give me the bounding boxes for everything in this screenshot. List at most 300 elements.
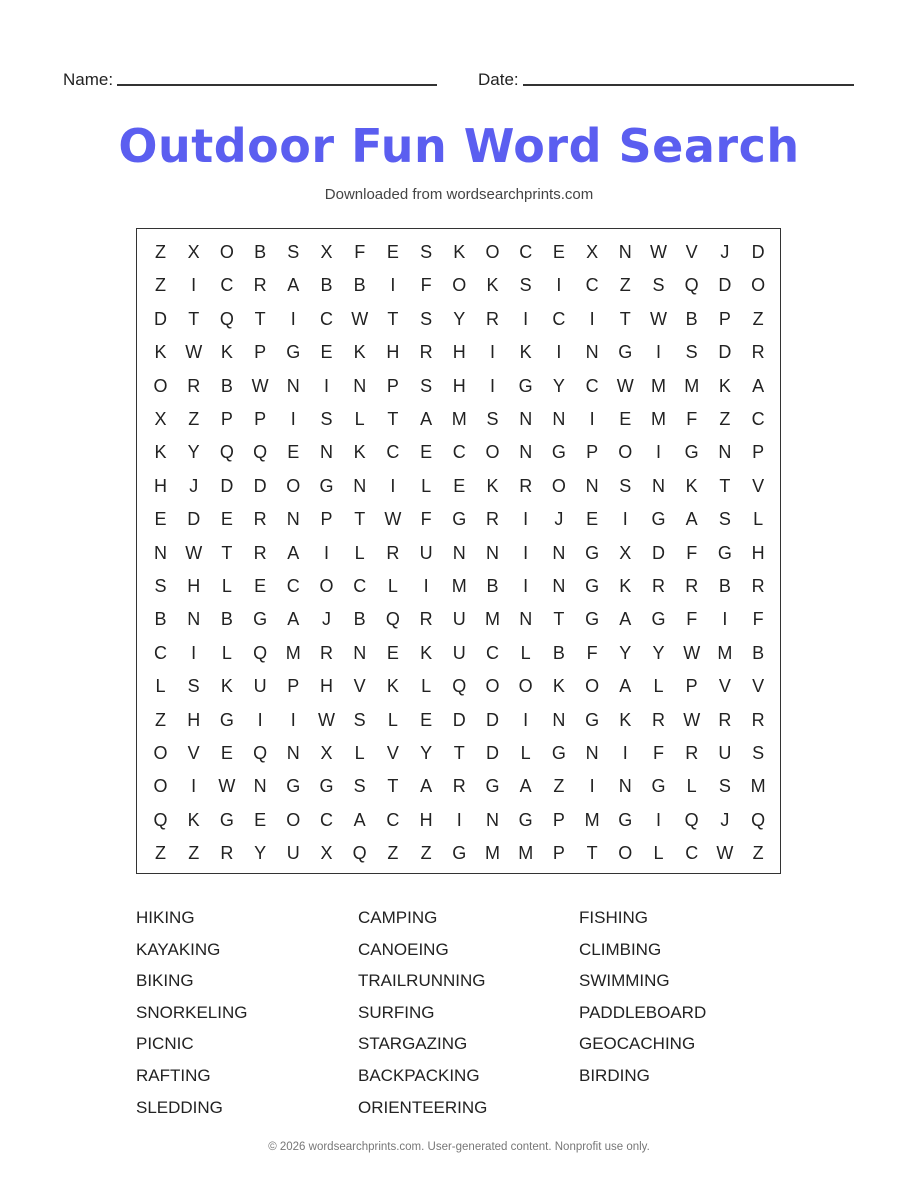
grid-letter[interactable]: K (154, 342, 167, 363)
grid-letter[interactable]: R (320, 642, 333, 663)
grid-letter[interactable]: I (523, 308, 529, 329)
grid-letter[interactable]: P (685, 676, 698, 697)
grid-letter[interactable]: T (387, 776, 399, 797)
grid-letter[interactable]: L (520, 642, 531, 663)
grid-letter[interactable]: S (619, 475, 632, 496)
grid-letter[interactable]: T (188, 308, 200, 329)
grid-letter[interactable]: E (420, 442, 433, 463)
grid-letter[interactable]: S (519, 275, 532, 296)
grid-letter[interactable]: Q (219, 308, 234, 329)
grid-letter[interactable]: F (354, 242, 366, 262)
grid-letter[interactable]: C (320, 308, 333, 329)
grid-letter[interactable]: R (685, 743, 699, 763)
grid-letter[interactable]: I (489, 342, 495, 363)
grid-letter[interactable]: I (191, 776, 197, 797)
grid-letter[interactable]: E (254, 576, 267, 596)
grid-letter[interactable]: H (452, 375, 466, 396)
grid-letter[interactable]: P (220, 409, 233, 429)
grid-letter[interactable]: C (486, 642, 499, 663)
grid-letter[interactable]: V (685, 242, 698, 262)
grid-letter[interactable]: U (253, 676, 267, 697)
grid-letter[interactable]: Y (187, 442, 200, 463)
grid-letter[interactable]: L (354, 542, 365, 563)
grid-letter[interactable]: H (154, 475, 167, 496)
grid-letter[interactable]: I (390, 275, 396, 296)
grid-letter[interactable]: U (452, 642, 466, 663)
grid-letter[interactable]: J (720, 809, 730, 830)
grid-letter[interactable]: N (486, 542, 499, 563)
grid-letter[interactable]: J (554, 509, 564, 530)
grid-letter[interactable]: R (253, 509, 267, 530)
grid-letter[interactable]: D (718, 342, 732, 363)
grid-letter[interactable]: Z (155, 709, 166, 730)
grid-letter[interactable]: I (523, 509, 529, 530)
grid-letter[interactable]: B (220, 609, 233, 630)
grid-letter[interactable]: K (154, 442, 167, 463)
grid-letter[interactable]: O (219, 242, 234, 262)
grid-letter[interactable]: Q (253, 743, 268, 763)
grid-letter[interactable]: O (153, 776, 168, 797)
grid-letter[interactable]: U (419, 542, 433, 563)
grid-letter[interactable]: R (253, 275, 267, 296)
grid-letter[interactable]: I (523, 709, 529, 730)
grid-letter[interactable]: W (616, 375, 634, 396)
grid-letter[interactable]: I (523, 542, 529, 563)
grid-letter[interactable]: L (421, 475, 432, 496)
grid-letter[interactable]: L (520, 743, 531, 763)
grid-letter[interactable]: P (586, 442, 599, 463)
grid-letter[interactable]: D (486, 709, 499, 730)
grid-letter[interactable]: K (619, 576, 632, 596)
grid-letter[interactable]: M (518, 843, 534, 864)
grid-letter[interactable]: S (420, 375, 433, 396)
grid-letter[interactable]: P (320, 509, 333, 530)
grid-letter[interactable]: S (353, 709, 366, 730)
grid-letter[interactable]: C (154, 642, 167, 663)
grid-letter[interactable]: T (354, 509, 366, 530)
grid-letter[interactable]: L (221, 576, 232, 596)
grid-letter[interactable]: O (319, 576, 334, 596)
grid-letter[interactable]: P (552, 843, 565, 864)
grid-letter[interactable]: P (752, 442, 765, 463)
grid-letter[interactable]: C (751, 409, 765, 429)
grid-letter[interactable]: W (251, 375, 269, 396)
grid-letter[interactable]: R (220, 843, 234, 864)
grid-letter[interactable]: Q (153, 809, 168, 830)
grid-letter[interactable]: I (655, 809, 661, 830)
grid-letter[interactable]: W (384, 509, 402, 530)
grid-letter[interactable]: E (287, 442, 300, 463)
grid-letter[interactable]: G (219, 709, 234, 730)
grid-letter[interactable]: H (187, 576, 201, 596)
grid-letter[interactable]: V (752, 676, 765, 697)
grid-letter[interactable]: F (752, 609, 764, 630)
grid-letter[interactable]: N (585, 475, 599, 496)
grid-letter[interactable]: F (653, 743, 664, 763)
grid-letter[interactable]: C (685, 843, 699, 864)
grid-letter[interactable]: B (320, 275, 333, 296)
grid-letter[interactable]: O (485, 442, 500, 463)
grid-letter[interactable]: Y (453, 308, 466, 329)
grid-letter[interactable]: B (220, 375, 233, 396)
grid-letter[interactable]: A (420, 409, 433, 429)
grid-letter[interactable]: S (752, 743, 765, 763)
grid-letter[interactable]: S (420, 308, 433, 329)
grid-letter[interactable]: X (187, 242, 200, 262)
grid-letter[interactable]: N (286, 509, 300, 530)
grid-letter[interactable]: X (586, 242, 599, 262)
grid-letter[interactable]: I (556, 275, 562, 296)
grid-letter[interactable]: I (456, 809, 462, 830)
grid-letter[interactable]: Q (253, 642, 268, 663)
grid-letter[interactable]: B (685, 308, 698, 329)
grid-letter[interactable]: A (685, 509, 698, 530)
grid-letter[interactable]: Z (553, 776, 565, 797)
grid-letter[interactable]: N (320, 442, 333, 463)
grid-letter[interactable]: F (686, 542, 698, 563)
grid-letter[interactable]: G (618, 809, 633, 830)
grid-letter[interactable]: M (584, 809, 600, 830)
grid-letter[interactable]: C (585, 275, 599, 296)
grid-letter[interactable]: S (718, 776, 731, 797)
grid-letter[interactable]: K (519, 342, 532, 363)
grid-letter[interactable]: J (322, 609, 331, 630)
grid-letter[interactable]: D (154, 308, 167, 329)
grid-letter[interactable]: I (556, 342, 562, 363)
grid-letter[interactable]: O (751, 275, 766, 296)
grid-letter[interactable]: L (354, 409, 365, 429)
grid-letter[interactable]: N (552, 709, 566, 730)
grid-letter[interactable]: M (485, 609, 500, 630)
grid-letter[interactable]: I (622, 743, 628, 763)
grid-letter[interactable]: T (553, 609, 565, 630)
grid-letter[interactable]: O (618, 442, 633, 463)
grid-letter[interactable]: R (486, 308, 499, 329)
grid-letter[interactable]: P (552, 809, 565, 830)
grid-letter[interactable]: O (485, 676, 500, 697)
grid-letter[interactable]: H (320, 676, 333, 697)
grid-letter[interactable]: N (452, 542, 466, 563)
grid-letter[interactable]: N (286, 375, 300, 396)
grid-letter[interactable]: G (452, 509, 467, 530)
grid-letter[interactable]: J (720, 242, 730, 262)
grid-letter[interactable]: G (585, 542, 600, 563)
grid-letter[interactable]: Q (452, 676, 467, 697)
grid-letter[interactable]: D (452, 709, 466, 730)
grid-letter[interactable]: Z (420, 843, 432, 864)
grid-letter[interactable]: X (154, 409, 167, 429)
grid-letter[interactable]: N (718, 442, 732, 463)
grid-letter[interactable]: I (722, 609, 728, 630)
grid-letter[interactable]: N (552, 576, 566, 596)
grid-letter[interactable]: D (718, 275, 732, 296)
grid-letter[interactable]: G (651, 776, 666, 797)
grid-letter[interactable]: G (286, 776, 301, 797)
grid-letter[interactable]: M (750, 776, 766, 797)
grid-letter[interactable]: I (290, 308, 296, 329)
grid-letter[interactable]: E (420, 709, 433, 730)
grid-letter[interactable]: L (354, 743, 365, 763)
grid-letter[interactable]: W (650, 242, 667, 262)
grid-letter[interactable]: I (390, 475, 396, 496)
grid-letter[interactable]: E (220, 743, 233, 763)
grid-letter[interactable]: G (551, 442, 566, 463)
grid-letter[interactable]: N (353, 642, 367, 663)
grid-letter[interactable]: S (287, 242, 300, 262)
grid-letter[interactable]: X (320, 843, 333, 864)
grid-letter[interactable]: A (287, 609, 300, 630)
grid-letter[interactable]: N (585, 743, 599, 763)
grid-letter[interactable]: C (386, 809, 400, 830)
grid-letter[interactable]: G (518, 809, 533, 830)
grid-letter[interactable]: C (452, 442, 466, 463)
grid-letter[interactable]: V (752, 475, 765, 496)
grid-letter[interactable]: N (552, 409, 566, 429)
grid-letter[interactable]: R (187, 375, 201, 396)
grid-letter[interactable]: G (651, 509, 666, 530)
grid-letter[interactable]: F (686, 409, 698, 429)
grid-letter[interactable]: X (320, 242, 333, 262)
grid-letter[interactable]: B (154, 609, 167, 630)
grid-letter[interactable]: K (220, 676, 233, 697)
grid-letter[interactable]: M (651, 375, 666, 396)
grid-letter[interactable]: S (685, 342, 698, 363)
grid-letter[interactable]: R (386, 542, 400, 563)
grid-letter[interactable]: N (519, 409, 533, 429)
grid-letter[interactable]: Z (155, 275, 166, 296)
grid-letter[interactable]: N (286, 743, 300, 763)
grid-letter[interactable]: N (353, 375, 367, 396)
grid-letter[interactable]: Q (751, 809, 766, 830)
grid-letter[interactable]: N (519, 609, 533, 630)
grid-letter[interactable]: K (353, 442, 366, 463)
grid-letter[interactable]: H (419, 809, 433, 830)
grid-letter[interactable]: M (285, 642, 301, 663)
grid-letter[interactable]: K (353, 342, 366, 363)
grid-letter[interactable]: Q (684, 275, 699, 296)
grid-letter[interactable]: G (717, 542, 732, 563)
grid-letter[interactable]: Y (254, 843, 267, 864)
grid-letter[interactable]: B (718, 576, 731, 596)
grid-letter[interactable]: E (552, 242, 565, 262)
grid-letter[interactable]: Y (420, 743, 433, 763)
grid-letter[interactable]: I (589, 776, 595, 797)
grid-letter[interactable]: R (685, 576, 699, 596)
grid-letter[interactable]: L (421, 676, 432, 697)
grid-letter[interactable]: B (353, 609, 366, 630)
grid-letter[interactable]: O (452, 275, 467, 296)
grid-letter[interactable]: Z (155, 242, 166, 262)
grid-letter[interactable]: L (753, 509, 764, 530)
grid-letter[interactable]: C (286, 576, 300, 596)
grid-letter[interactable]: O (551, 475, 566, 496)
grid-letter[interactable]: W (351, 308, 369, 329)
grid-letter[interactable]: D (253, 475, 267, 496)
grid-letter[interactable]: K (552, 676, 565, 697)
grid-letter[interactable]: K (619, 709, 632, 730)
grid-letter[interactable]: B (353, 275, 366, 296)
grid-letter[interactable]: Z (188, 409, 200, 429)
grid-letter[interactable]: E (154, 509, 167, 530)
grid-letter[interactable]: Q (684, 809, 699, 830)
grid-letter[interactable]: M (451, 409, 467, 429)
grid-letter[interactable]: S (486, 409, 499, 429)
grid-letter[interactable]: N (353, 475, 367, 496)
grid-letter[interactable]: M (451, 576, 467, 596)
grid-letter[interactable]: N (187, 609, 201, 630)
grid-letter[interactable]: B (486, 576, 499, 596)
grid-letter[interactable]: K (453, 242, 466, 262)
grid-letter[interactable]: A (287, 275, 300, 296)
grid-letter[interactable]: I (191, 642, 197, 663)
grid-letter[interactable]: R (751, 342, 765, 363)
grid-letter[interactable]: H (751, 542, 765, 563)
grid-letter[interactable]: I (191, 275, 197, 296)
grid-letter[interactable]: K (486, 475, 499, 496)
grid-letter[interactable]: U (718, 743, 732, 763)
name-field[interactable] (63, 68, 437, 90)
grid-letter[interactable]: N (618, 242, 632, 262)
grid-letter[interactable]: F (686, 609, 698, 630)
grid-letter[interactable]: I (323, 375, 329, 396)
grid-letter[interactable]: A (420, 776, 433, 797)
grid-letter[interactable]: X (619, 542, 632, 563)
grid-letter[interactable]: M (651, 409, 666, 429)
grid-letter[interactable]: K (386, 676, 399, 697)
grid-letter[interactable]: D (220, 475, 234, 496)
grid-letter[interactable]: L (387, 709, 398, 730)
grid-letter[interactable]: O (585, 676, 600, 697)
grid-letter[interactable]: K (685, 475, 698, 496)
grid-letter[interactable]: E (586, 509, 599, 530)
grid-letter[interactable]: W (683, 709, 701, 730)
grid-letter[interactable]: G (319, 776, 334, 797)
grid-letter[interactable]: I (290, 409, 296, 429)
grid-letter[interactable]: E (453, 475, 466, 496)
grid-letter[interactable]: O (286, 475, 301, 496)
grid-letter[interactable]: F (586, 642, 598, 663)
grid-letter[interactable]: C (353, 576, 367, 596)
grid-letter[interactable]: Q (385, 609, 400, 630)
grid-letter[interactable]: V (187, 743, 200, 763)
grid-letter[interactable]: Y (652, 642, 665, 663)
grid-letter[interactable]: E (386, 242, 399, 262)
grid-letter[interactable]: S (320, 409, 333, 429)
grid-letter[interactable]: N (552, 542, 566, 563)
grid-letter[interactable]: E (320, 342, 333, 363)
grid-letter[interactable]: T (453, 743, 465, 763)
grid-letter[interactable]: B (254, 242, 267, 262)
grid-letter[interactable]: W (185, 542, 203, 563)
grid-letter[interactable]: B (752, 642, 765, 663)
grid-letter[interactable]: E (254, 809, 267, 830)
grid-letter[interactable]: S (187, 676, 200, 697)
grid-letter[interactable]: W (318, 709, 335, 730)
grid-letter[interactable]: M (684, 375, 700, 396)
grid-letter[interactable]: R (486, 509, 499, 530)
grid-letter[interactable]: P (718, 308, 731, 329)
grid-letter[interactable]: T (387, 308, 399, 329)
grid-letter[interactable]: Z (719, 409, 731, 429)
grid-letter[interactable]: Y (552, 375, 565, 396)
grid-letter[interactable]: G (518, 375, 533, 396)
grid-letter[interactable]: A (619, 676, 632, 697)
grid-letter[interactable]: N (585, 342, 599, 363)
grid-letter[interactable]: N (253, 776, 267, 797)
grid-letter[interactable]: D (751, 242, 765, 262)
grid-letter[interactable]: O (518, 676, 533, 697)
grid-letter[interactable]: R (419, 609, 433, 630)
grid-letter[interactable]: V (386, 743, 399, 763)
grid-letter[interactable]: Z (752, 843, 764, 864)
grid-letter[interactable]: W (650, 308, 667, 329)
grid-letter[interactable]: G (253, 609, 268, 630)
grid-letter[interactable]: Q (219, 442, 234, 463)
grid-letter[interactable]: A (353, 809, 366, 830)
grid-letter[interactable]: Y (619, 642, 632, 663)
grid-letter[interactable]: R (253, 542, 267, 563)
grid-letter[interactable]: A (752, 375, 765, 396)
grid-letter[interactable]: C (519, 242, 533, 262)
grid-letter[interactable]: I (655, 442, 661, 463)
grid-letter[interactable]: G (651, 609, 666, 630)
grid-letter[interactable]: I (489, 375, 495, 396)
grid-letter[interactable]: I (523, 576, 529, 596)
grid-letter[interactable]: P (254, 409, 267, 429)
grid-letter[interactable]: U (452, 609, 466, 630)
grid-letter[interactable]: L (155, 676, 166, 697)
grid-letter[interactable]: H (187, 709, 201, 730)
grid-letter[interactable]: H (386, 342, 400, 363)
grid-letter[interactable]: N (652, 475, 665, 496)
grid-letter[interactable]: S (154, 576, 167, 596)
letter-grid[interactable] (136, 228, 781, 874)
grid-letter[interactable]: R (519, 475, 533, 496)
grid-letter[interactable]: D (486, 743, 499, 763)
grid-letter[interactable]: G (684, 442, 699, 463)
grid-letter[interactable]: T (586, 843, 598, 864)
grid-letter[interactable]: O (153, 375, 168, 396)
grid-letter[interactable]: Q (253, 442, 268, 463)
grid-letter[interactable]: D (187, 509, 201, 530)
grid-letter[interactable]: G (485, 776, 500, 797)
grid-letter[interactable]: P (287, 676, 300, 697)
grid-letter[interactable]: I (423, 576, 429, 596)
grid-letter[interactable]: G (585, 576, 600, 596)
grid-letter[interactable]: L (686, 776, 697, 797)
grid-letter[interactable]: X (320, 743, 333, 763)
grid-letter[interactable]: S (353, 776, 366, 797)
grid-letter[interactable]: R (751, 709, 765, 730)
grid-letter[interactable]: K (187, 809, 200, 830)
grid-letter[interactable]: G (319, 475, 334, 496)
grid-letter[interactable]: C (585, 375, 599, 396)
grid-letter[interactable]: O (485, 242, 500, 262)
grid-letter[interactable]: K (486, 275, 499, 296)
grid-letter[interactable]: L (387, 576, 398, 596)
grid-letter[interactable]: T (221, 542, 233, 563)
grid-letter[interactable]: I (589, 409, 595, 429)
grid-letter[interactable]: K (220, 342, 233, 363)
grid-letter[interactable]: C (220, 275, 234, 296)
grid-letter[interactable]: C (552, 308, 566, 329)
grid-letter[interactable]: R (652, 576, 665, 596)
grid-letter[interactable]: E (386, 642, 399, 663)
grid-letter[interactable]: Z (619, 275, 631, 296)
grid-letter[interactable]: R (652, 709, 665, 730)
grid-letter[interactable]: T (719, 475, 731, 496)
grid-letter[interactable]: O (618, 843, 633, 864)
